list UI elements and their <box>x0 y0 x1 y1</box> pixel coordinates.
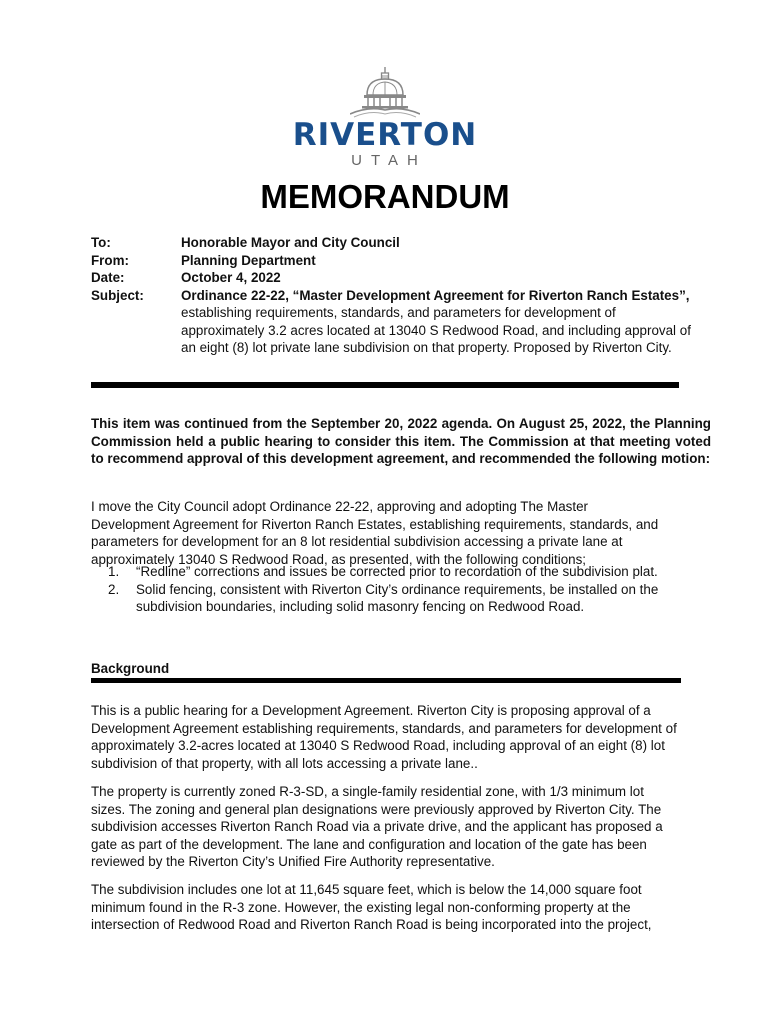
intro-paragraph: This item was continued from the September 20, 2022 agenda. On August 25, 2022, the Planning Commission held a public hearing to consider this item. The Commission at that meeting voted to recommend approval of this development agreement, and recommended the following motion: <box>91 416 711 466</box>
list-item <box>108 581 668 616</box>
subject-row <box>91 287 701 357</box>
background-paragraph-2: The property is currently zoned R-3-SD, a single-family residential zone, with 1/3 minimum lot sizes. The zoning and general plan designations were previously approved by Riverton City. The subdivision accesses Riverton Ranch Road via a private drive, and the applicant has proposed a gate as part of the development. The lane and configuration and location of the gate has been reviewed by the Riverton City’s Unified Fire Authority representative. <box>91 784 663 869</box>
subject-label: Subject: <box>91 287 144 303</box>
to-label: To: <box>91 235 111 250</box>
memo-header <box>91 234 701 357</box>
from-label: From: <box>91 252 129 268</box>
logo-wordmark: RIVERTON <box>292 117 478 153</box>
logo-state: UTAH <box>351 152 427 169</box>
date-value: October 4, 2022 <box>181 270 281 285</box>
condition-text: “Redline” corrections and issues be corrected prior to recordation of the subdivision plat. <box>136 564 658 579</box>
motion-paragraph: I move the City Council adopt Ordinance 22-22, approving and adopting The Master Development Agreement for Riverton Ranch Estates, establishing requirements, standards, and parameters for development for an 8 lot residential subdivision accessing a private lane at approximately 13040 S Redwood Road, as presented, with the following conditions; <box>91 499 659 567</box>
from-row <box>91 252 701 270</box>
condition-number: 1. <box>108 564 120 579</box>
condition-number: 2. <box>108 581 120 597</box>
conditions-list <box>108 563 668 616</box>
background-divider <box>91 678 681 683</box>
to-row <box>91 234 701 252</box>
subject-bold: Ordinance 22-22, “Master Development Agreement for Riverton Ranch Estates”, <box>181 287 690 303</box>
background-paragraph-3: The subdivision includes one lot at 11,645 square feet, which is below the 14,000 square foot minimum found in the R-3 zone. However, the existing legal non-conforming property at the intersection of Redwood Road and Riverton Ranch Road is being incorporated into the project, <box>91 882 652 932</box>
date-label: Date: <box>91 270 125 285</box>
memo-title: MEMORANDUM <box>260 178 510 215</box>
to-value: Honorable Mayor and City Council <box>181 235 400 250</box>
date-row <box>91 269 701 287</box>
riverton-logo <box>290 66 480 169</box>
city-hall-dome-icon <box>350 66 420 118</box>
subject-value <box>181 287 701 357</box>
condition-text: Solid fencing, consistent with Riverton City’s ordinance requirements, be installed on the subdivision boundaries, including solid masonry fencing on Redwood Road. <box>136 581 659 614</box>
background-paragraph-1: This is a public hearing for a Development Agreement. Riverton City is proposing approval of a Development Agreement establishing requirements, standards, and parameters for development of approximately 3.2-acres located at 13040 S Redwood Road, including approval of an eight (8) lot subdivision of that property, with all lots accessing a private lane.. <box>91 703 677 771</box>
header-divider <box>91 382 679 388</box>
from-value: Planning Department <box>181 252 316 268</box>
background-heading: Background <box>91 661 170 676</box>
list-item <box>108 563 668 581</box>
subject-rest: establishing requirements, standards, and parameters for development of approximately 3.2 acres located at 13040 S Redwood Road, and including approval of an eight (8) lot private lane subdivision on that property. Proposed by Riverton City. <box>181 305 691 355</box>
